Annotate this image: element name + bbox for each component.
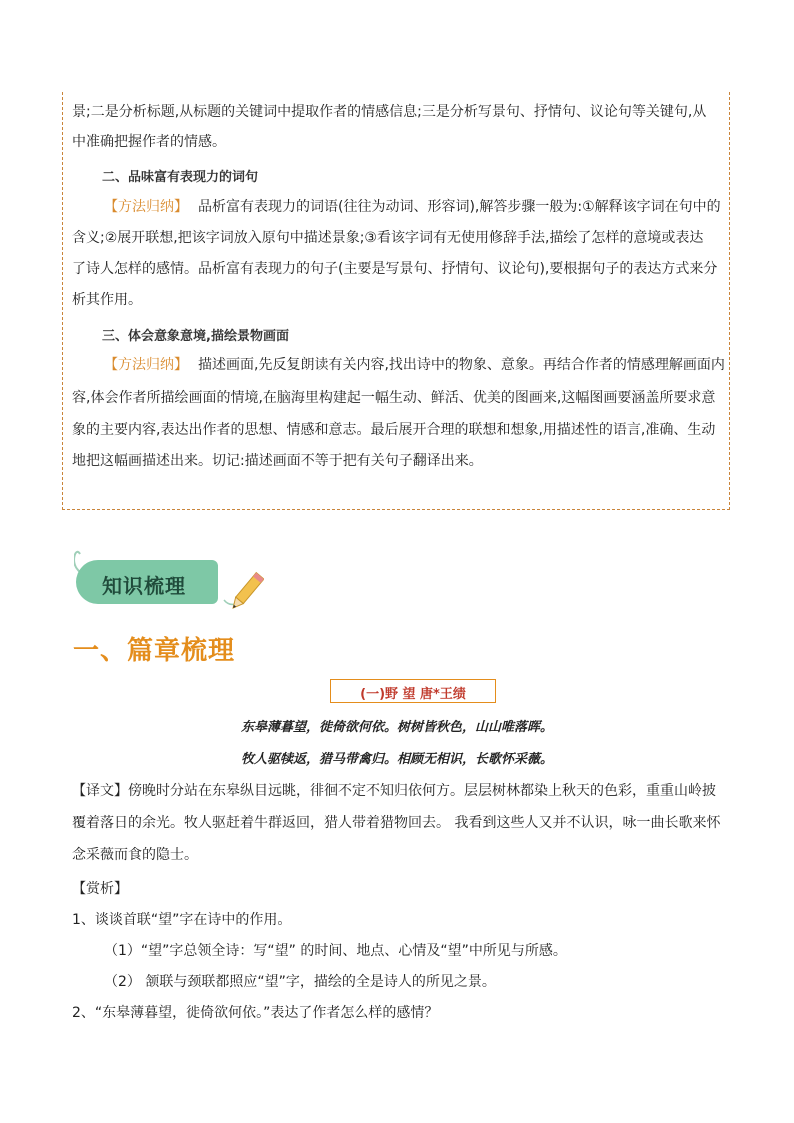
method-paragraph-3-line-2: 容,体会作者所描绘画面的情境,在脑海里构建起一幅生动、鲜活、优美的图画来,这幅图画要涵盖所要求意 — [72, 390, 716, 406]
poem-title: (一)野 望 唐*王绩 — [360, 687, 466, 702]
method-tag: 【方法归纳】 — [104, 199, 188, 215]
question-2: 2、“东皋薄暮望，徙倚欲何依。”表达了作者怎么样的感情？ — [72, 1005, 439, 1021]
translation-line-2: 覆着落日的余光。牧人驱赶着牛群返回，猎人带着猎物回去。 我看到这些人又并不认识，咏一曲长歌来怀 — [72, 815, 721, 831]
heading-imagery-scene: 三、体会意象意境,描绘景物画面 — [102, 329, 289, 344]
knowledge-badge — [74, 548, 274, 618]
answer-1-point-2: （2） 颔联与颈联都照应“望”字，描绘的全是诗人的所见之景。 — [104, 974, 496, 990]
poem-title-box — [330, 679, 496, 703]
method-paragraph-2-line-3: 了诗人怎样的感情。品析富有表现力的句子(主要是写景句、抒情句、议论句),要根据句子的表达方式来分 — [72, 261, 718, 277]
badge-label: 知识梳理 — [102, 574, 186, 598]
question-1: 1、谈谈首联“望”字在诗中的作用。 — [72, 912, 292, 928]
translation-line-3: 念采薇而食的隐士。 — [72, 847, 198, 863]
method-paragraph-3-line-4: 地把这幅画描述出来。切记:描述画面不等于把有关句子翻译出来。 — [72, 453, 483, 469]
method-paragraph-2-line-1: 【方法归纳】 品析富有表现力的词语(往往为动词、形容词),解答步骤一般为:①解释该字词在句中的 — [104, 199, 721, 215]
appreciation-label: 【赏析】 — [72, 881, 128, 897]
answer-1-point-1: （1）“望”字总领全诗：写“望” 的时间、地点、心情及“望”中所见与所感。 — [104, 943, 567, 959]
method-paragraph-2-line-2: 含义;②展开联想,把该字词放入原句中描述景象;③看该字词有无使用修辞手法,描绘了怎样的意境或表达 — [72, 230, 704, 246]
method-paragraph-3-line-3: 象的主要内容,表达出作者的思想、情感和意志。最后展开合理的联想和想象,用描述性的语言,准确、生动 — [72, 422, 716, 438]
heading-savor-expressive-words: 二、品味富有表现力的词句 — [102, 170, 259, 185]
intro-line-1: 景;二是分析标题,从标题的关键词中提取作者的情感信息;三是分析写景句、抒情句、议论句等关键句,从 — [72, 104, 707, 120]
method-tag: 【方法归纳】 — [104, 357, 188, 373]
pencil-icon — [224, 570, 264, 620]
method-paragraph-2-line-4: 析其作用。 — [72, 292, 142, 308]
poem-line-1: 东皋薄暮望，徙倚欲何依。树树皆秋色，山山唯落晖。 — [240, 720, 553, 735]
method-summary-box — [62, 92, 730, 510]
translation-line-1: 【译文】傍晚时分站在东皋纵目远眺，徘徊不定不知归依何方。层层树林都染上秋天的色彩，重重山岭披 — [72, 783, 716, 799]
section-title: 一、篇章梳理 — [73, 636, 236, 666]
intro-line-2: 中准确把握作者的情感。 — [72, 134, 226, 150]
poem-line-2: 牧人驱犊返，猎马带禽归。相顾无相识，长歌怀采薇。 — [240, 752, 553, 767]
method-paragraph-3-line-1: 【方法归纳】 描述画面,先反复朗读有关内容,找出诗中的物象、意象。再结合作者的情感理解画面内 — [104, 357, 725, 373]
